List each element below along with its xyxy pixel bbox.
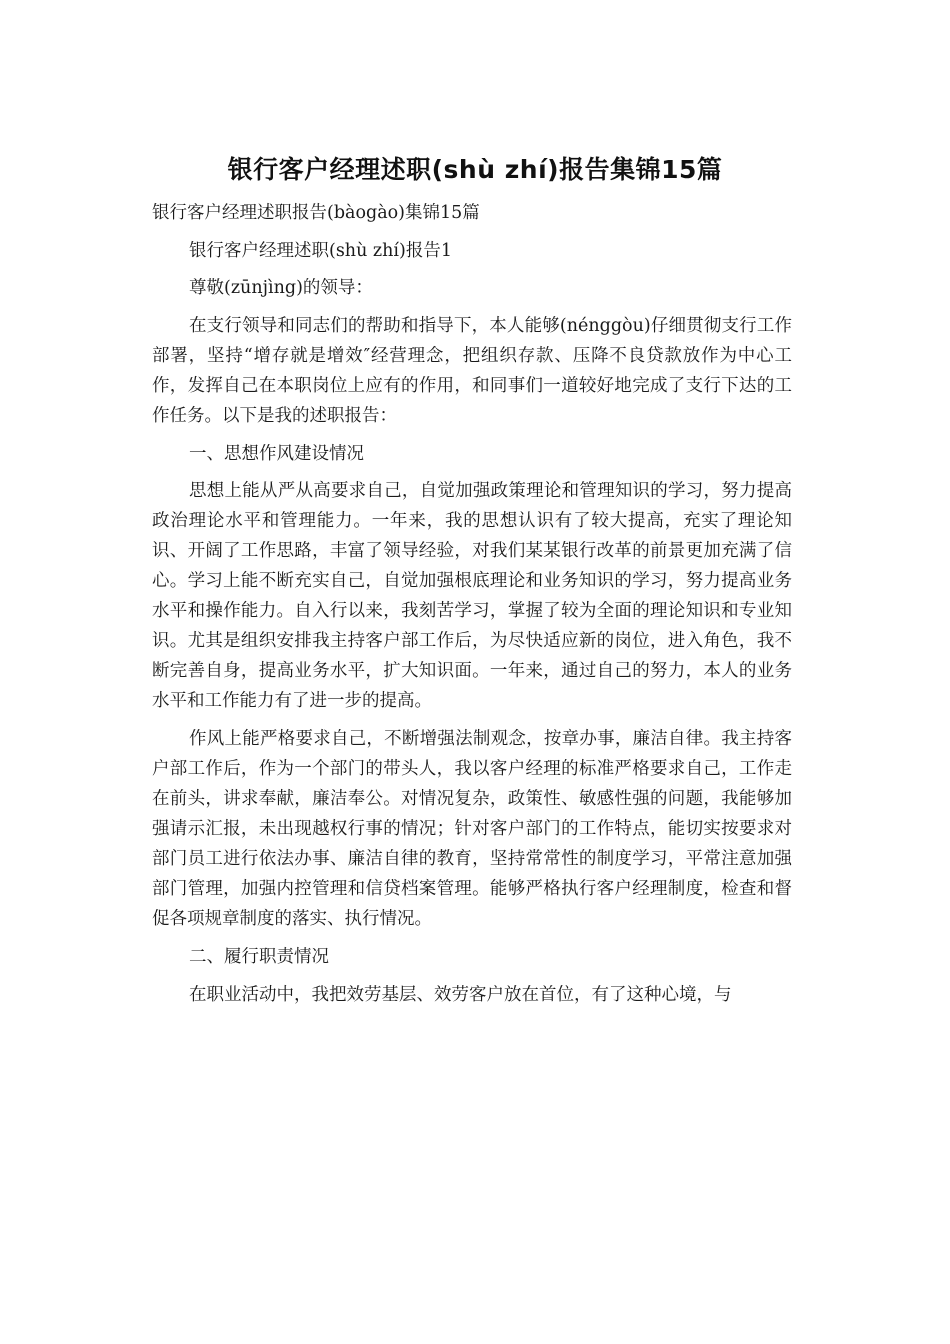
subtitle-line: 银行客户经理述职报告(bàogào)集锦15篇 xyxy=(152,203,480,223)
report-heading: 银行客户经理述职(shù zhí)报告1 xyxy=(189,240,452,261)
section-heading-2: 二、履行职责情况 xyxy=(189,946,329,967)
body-paragraph-thinking: 思想上能从严从高要求自己，自觉加强政策理论和管理知识的学习，努力提高政治理论水平和管理能力。一年来，我的思想认识有了较大提高，充实了理论知识、开阔了工作思路，丰富了领导经验，对我们某某银行改革的前景更加充满了信心。学习上能不断充实自己，自觉加强根底理论和业务知识的学习，努力提高业务水平和操作能力。自入行以来，我刻苦学习，掌握了较为全面的理论知识和专业知识。尤其是组织安排我主持客户部工作后，为尽快适应新的岗位，进入角色，我不断完善自身，提高业务水平，扩大知识面。一年来，通过自己的努力，本人的业务水平和工作能力有了进一步的提高。 xyxy=(152,481,792,712)
section-heading-1: 一、思想作风建设情况 xyxy=(189,443,364,464)
intro-paragraph: 在支行领导和同志们的帮助和指导下，本人能够(nénggòu)仔细贯彻支行工作部署，坚持“增存就是增效″经营理念，把组织存款、压降不良贷款放作为中心工作，发挥自己在本职岗位上应有的作用，和同事们一道较好地完成了支行下达的工作任务。以下是我的述职报告： xyxy=(152,316,792,427)
body-paragraph-duties: 在职业活动中，我把效劳基层、效劳客户放在首位，有了这种心境，与 xyxy=(189,984,732,1005)
salutation: 尊敬(zūnjìng)的领导： xyxy=(189,278,373,299)
body-paragraph-style: 作风上能严格要求自己，不断增强法制观念，按章办事，廉洁自律。我主持客户部工作后，作为一个部门的带头人，我以客户经理的标准严格要求自己，工作走在前头，讲求奉献，廉洁奉公。对情况复杂，政策性、敏感性强的问题，我能够加强请示汇报，未出现越权行事的情况；针对客户部门的工作特点，能切实按要求对部门员工进行依法办事、廉洁自律的教育，坚持常常性的制度学习，平常注意加强部门管理，加强内控管理和信贷档案管理。能够严格执行客户经理制度，检查和督促各项规章制度的落实、执行情况。 xyxy=(152,729,792,930)
document-title: 银行客户经理述职(shù zhí)报告集锦15篇 xyxy=(227,155,723,184)
document-body xyxy=(152,198,792,1010)
